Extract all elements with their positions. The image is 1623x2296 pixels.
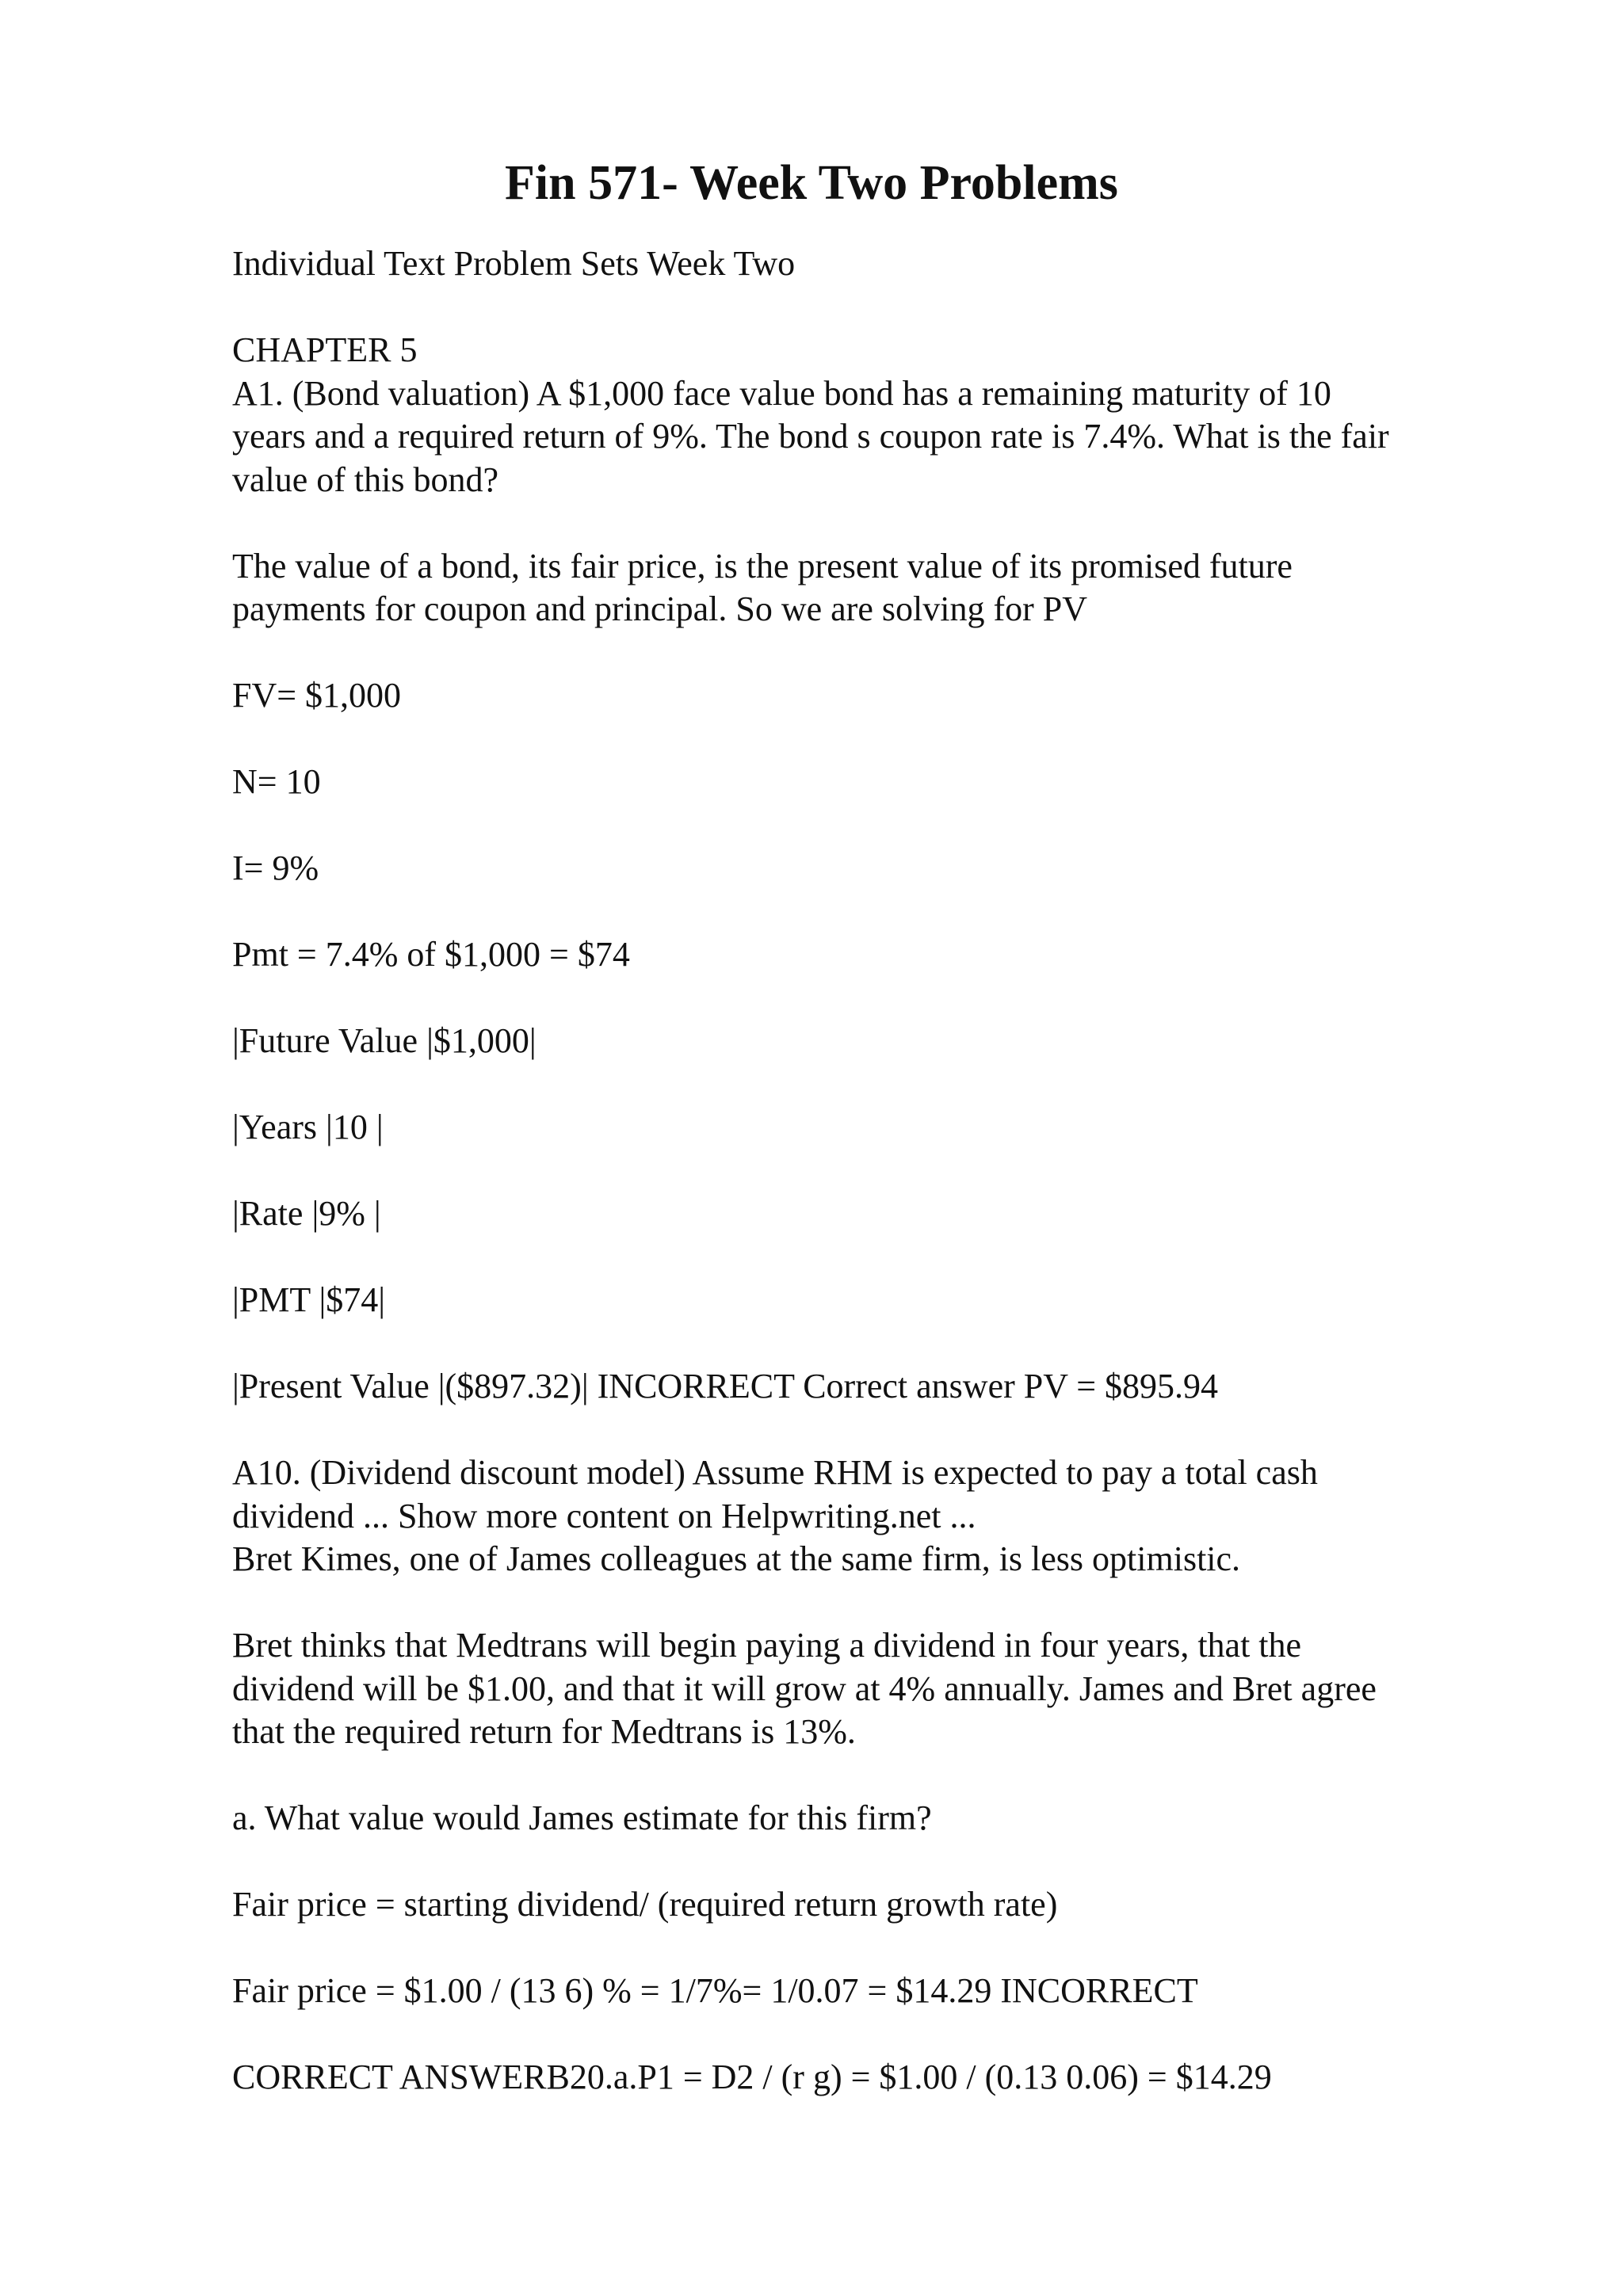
text-line: Fair price = $1.00 / (13 6) % = 1/7%= 1/0.07 = $14.29 INCORRECT [232, 1971, 1198, 2010]
paragraph-present-value-row [232, 1365, 1484, 1409]
paragraph-bond-explanation [232, 545, 1484, 631]
paragraph-pmt [232, 933, 1484, 977]
text-line: years and a required return of 9%. The bond s coupon rate is 7.4%. What is the fair [232, 417, 1389, 456]
text-line: that the required return for Medtrans is 13%. [232, 1712, 856, 1751]
text-line: |PMT |$74| [232, 1280, 386, 1319]
text-line: I= 9% [232, 849, 319, 887]
paragraph-bret-thinks [232, 1624, 1484, 1754]
paragraph-correct-answer [232, 2056, 1484, 2100]
text-line: A1. (Bond valuation) A $1,000 face value bond has a remaining maturity of 10 [232, 373, 1331, 413]
paragraph-fair-price-formula [232, 1883, 1484, 1927]
text-line: value of this bond? [232, 460, 499, 499]
document-body [232, 242, 1484, 2100]
text-line: |Future Value |$1,000| [232, 1021, 537, 1060]
paragraph-rate-row [232, 1192, 1484, 1236]
text-line: CORRECT ANSWERB20.a.P1 = D2 / (r g) = $1.00 / (0.13 0.06) = $14.29 [232, 2058, 1272, 2096]
text-line: A10. (Dividend discount model) Assume RHM is expected to pay a total cash [232, 1453, 1318, 1492]
paragraph-a10 [232, 1451, 1484, 1581]
paragraph-pmt-row [232, 1279, 1484, 1322]
paragraph-fv [232, 674, 1484, 718]
paragraph-i [232, 847, 1484, 891]
document-title: Fin 571- Week Two Problems [505, 156, 1118, 210]
text-line: |Present Value |($897.32)| INCORRECT Correct answer PV = $895.94 [232, 1367, 1219, 1405]
text-line: Bret Kimes, one of James colleagues at the same firm, is less optimistic. [232, 1539, 1241, 1578]
text-line: a. What value would James estimate for this firm? [232, 1798, 932, 1837]
paragraph-question-a [232, 1797, 1484, 1840]
text-line: Pmt = 7.4% of $1,000 = $74 [232, 935, 630, 974]
paragraph-chapter-5-a1 [232, 329, 1484, 502]
text-line: N= 10 [232, 762, 321, 801]
text-line: |Rate |9% | [232, 1194, 381, 1233]
text-line: dividend will be $1.00, and that it will grow at 4% annually. James and Bret agree [232, 1669, 1377, 1708]
text-line: Fair price = starting dividend/ (required return growth rate) [232, 1885, 1058, 1924]
text-line: CHAPTER 5 [232, 330, 418, 369]
text-line: Individual Text Problem Sets Week Two [232, 244, 796, 283]
text-line: The value of a bond, its fair price, is the present value of its promised future [232, 546, 1293, 585]
paragraph-years-row [232, 1106, 1484, 1150]
text-line: dividend ... Show more content on Helpwriting.net ... [232, 1496, 976, 1535]
text-line: FV= $1,000 [232, 676, 402, 715]
paragraph-fair-price-calc [232, 1970, 1484, 2013]
paragraph-intro [232, 242, 1484, 286]
paragraph-n [232, 761, 1484, 804]
text-line: Bret thinks that Medtrans will begin paying a dividend in four years, that the [232, 1626, 1302, 1665]
paragraph-future-value-row [232, 1020, 1484, 1063]
text-line: payments for coupon and principal. So we are solving for PV [232, 589, 1087, 628]
text-line: |Years |10 | [232, 1108, 384, 1146]
